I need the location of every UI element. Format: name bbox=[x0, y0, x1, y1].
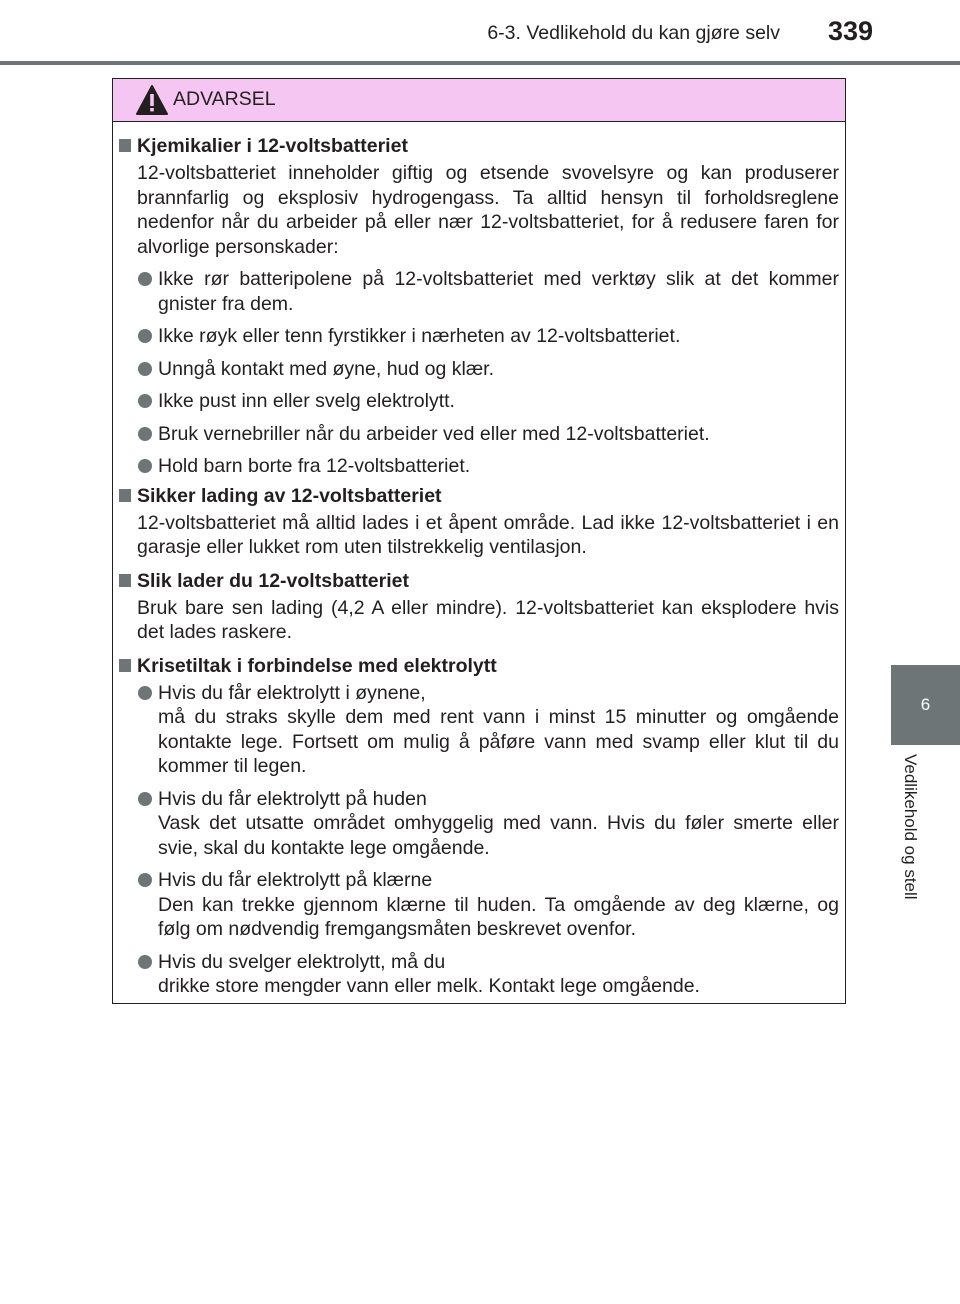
list-item: Hvis du får elektrolytt på klærne Den kan trekke gjennom klærne til huden. Ta omgående av deg klærne, og følg om nødvendig fremgangsmåten beskrevet ovenfor. bbox=[113, 868, 845, 942]
chapter-tab bbox=[891, 665, 960, 745]
section-title: 6-3. Vedlikehold du kan gjøre selv bbox=[487, 22, 780, 44]
list-item: Ikke røyk eller tenn fyrstikker i nærheten av 12-voltsbatteriet. bbox=[113, 324, 845, 349]
list-item: Ikke rør batteripolene på 12-voltsbatteriet med verktøy slik at det kommer gnister fra dem. bbox=[113, 267, 845, 316]
list-item: Hvis du får elektrolytt på huden Vask det utsatte området omhyggelig med vann. Hvis du føler smerte eller svie, skal du kontakte lege omgående. bbox=[113, 787, 845, 861]
chapter-number: 6 bbox=[920, 695, 931, 714]
square-bullet-icon bbox=[119, 139, 131, 152]
circle-bullet-icon bbox=[138, 272, 152, 286]
circle-bullet-icon bbox=[138, 955, 152, 969]
circle-bullet-icon bbox=[138, 686, 152, 700]
circle-bullet-icon bbox=[138, 394, 152, 408]
section-heading: Sikker lading av 12-voltsbatteriet bbox=[113, 483, 845, 509]
circle-bullet-icon bbox=[138, 873, 152, 887]
square-bullet-icon bbox=[119, 574, 131, 587]
section-heading: Kjemikalier i 12-voltsbatteriet bbox=[113, 133, 845, 159]
warning-triangle-icon bbox=[135, 84, 169, 116]
circle-bullet-icon bbox=[138, 459, 152, 473]
page-number: 339 bbox=[828, 16, 874, 46]
circle-bullet-icon bbox=[138, 362, 152, 376]
warning-box bbox=[112, 78, 846, 1004]
header-divider bbox=[0, 61, 960, 65]
list-item: Bruk vernebriller når du arbeider ved eller med 12-voltsbatteriet. bbox=[113, 422, 845, 447]
section-text: 12-voltsbatteriet inneholder giftig og etsende svovelsyre og kan produserer brannfarlig og eksplosiv hydrogengass. Ta alltid hensyn til forholdsreglene nedenfor når du arbeider på eller nær 12-voltsbatteriet, for å redusere faren for alvorlige personskader: bbox=[137, 162, 839, 258]
chapter-label: Vedlikehold og stell bbox=[901, 754, 920, 900]
section-text: 12-voltsbatteriet må alltid lades i et åpent område. Lad ikke 12-voltsbatteriet i en garasje eller lukket rom uten tilstrekkelig ventilasjon. bbox=[137, 511, 839, 558]
circle-bullet-icon bbox=[138, 427, 152, 441]
square-bullet-icon bbox=[119, 659, 131, 672]
list-item: Unngå kontakt med øyne, hud og klær. bbox=[113, 357, 845, 382]
section-heading: Krisetiltak i forbindelse med elektrolytt bbox=[113, 653, 845, 679]
warning-body bbox=[113, 133, 845, 1007]
list-item: Hvis du svelger elektrolytt, må du drikke store mengder vann eller melk. Kontakt lege omgående. bbox=[113, 950, 845, 999]
list-item: Hold barn borte fra 12-voltsbatteriet. bbox=[113, 454, 845, 479]
warning-title: ADVARSEL bbox=[173, 88, 276, 110]
section-heading: Slik lader du 12-voltsbatteriet bbox=[113, 568, 845, 594]
list-item: Ikke pust inn eller svelg elektrolytt. bbox=[113, 389, 845, 414]
square-bullet-icon bbox=[119, 489, 131, 502]
circle-bullet-icon bbox=[138, 792, 152, 806]
circle-bullet-icon bbox=[138, 329, 152, 343]
warning-header bbox=[113, 79, 845, 122]
section-text: Bruk bare sen lading (4,2 A eller mindre). 12-voltsbatteriet kan eksplodere hvis det lades raskere. bbox=[137, 596, 839, 643]
list-item: Hvis du får elektrolytt i øynene, må du straks skylle dem med rent vann i minst 15 minutter og omgående kontakte lege. Fortsett om mulig å påføre vann med svamp eller klut til du kommer til legen. bbox=[113, 681, 845, 779]
